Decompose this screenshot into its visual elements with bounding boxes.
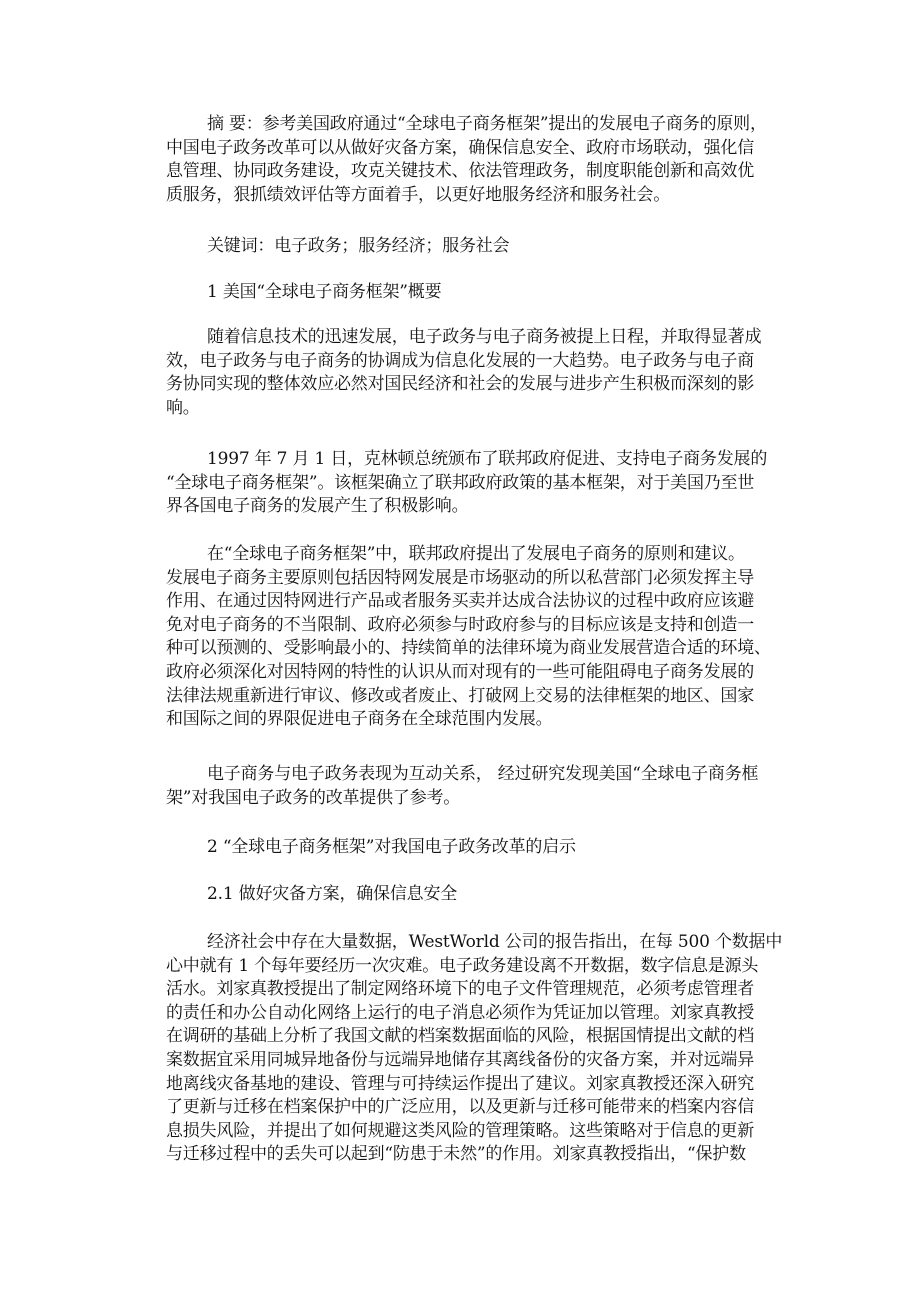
text-line: 界各国电子商务的发展产生了积极影响。: [166, 496, 469, 517]
text-line: 1 美国“全球电子商务框架”概要: [207, 282, 442, 302]
text-line: “全球电子商务框架”。该框架确立了联邦政府政策的基本框架，对于美国乃至世: [166, 472, 755, 493]
text-line: 1997 年 7 月 1 日，克林顿总统颁布了联邦政府促进、支持电子商务发展的: [207, 449, 768, 469]
text-line: 响。: [166, 397, 200, 418]
text-line: 的责任和办公自动化网络上运行的电子消息必须作为凭证加以管理。刘家真教授: [166, 1002, 754, 1023]
text-line: 息管理、协同政务建设，攻克关键技术、依法管理政务，制度职能创新和高效优: [166, 161, 754, 182]
text-line: 发展电子商务主要原则包括因特网发展是市场驱动的所以私营部门必须发挥主导: [166, 567, 754, 588]
text-line: 免对电子商务的不当限制、政府必须参与时政府参与的目标应该是支持和创造一: [166, 614, 754, 635]
text-line: 和国际之间的界限促进电子商务在全球范围内发展。: [166, 709, 553, 730]
text-line: 心中就有 1 个每年要经历一次灾难。电子政务建设离不开数据，数字信息是源头: [166, 955, 759, 976]
section-heading: [166, 883, 762, 907]
abstract-paragraph: [166, 113, 767, 207]
text-line: 中国电子政务改革可以从做好灾备方案，确保信息安全、政府市场联动，强化信: [166, 137, 754, 158]
text-line: 效，电子政务与电子商务的协调成为信息化发展的一大趋势。电子政务与电子商: [166, 350, 754, 371]
body-paragraph: [166, 931, 783, 1167]
text-line: 与迁移过程中的丢失可以起到“防患于未然”的作用。刘家真教授指出，“保护数: [166, 1144, 746, 1165]
text-line: 息损失风险，并提出了如何规避这类风险的管理策略。这些策略对于信息的更新: [166, 1120, 754, 1141]
text-line: 作用、在通过因特网进行产品或者服务买卖并达成合法协议的过程中政府应该避: [166, 591, 754, 612]
text-line: 政府必须深化对因特网的特性的认识从而对现有的一些可能阻碍电子商务发展的: [166, 661, 754, 682]
text-line: 地离线灾备基地的建设、管理与可持续运作提出了建议。刘家真教授还深入研究: [166, 1073, 754, 1094]
text-line: 法律法规重新进行审议、修改或者废止、打破网上交易的法律框架的地区、国家: [166, 685, 754, 706]
text-line: 在调研的基础上分析了我国文献的档案数据面临的风险，根据国情提出文献的档: [166, 1026, 754, 1047]
text-line: 经济社会中存在大量数据，WestWorld 公司的报告指出，在每 500 个数据中: [207, 932, 783, 952]
text-line: 2.1 做好灾备方案，确保信息安全: [207, 884, 458, 904]
text-line: 随着信息技术的迅速发展，电子政务与电子商务被提上日程，并取得显著成: [207, 327, 762, 347]
keywords-line: [166, 235, 762, 259]
section-heading: [166, 836, 762, 860]
text-line: 务协同实现的整体效应必然对国民经济和社会的发展与进步产生积极而深刻的影: [166, 374, 754, 395]
text-line: 架”对我国电子政务的改革提供了参考。: [166, 787, 461, 808]
text-line: 种可以预测的、受影响最小的、持续简单的法律环境为商业发展营造合适的环境、: [166, 638, 771, 659]
body-paragraph: [166, 543, 771, 732]
body-paragraph: [166, 326, 762, 420]
text-line: 电子商务与电子政务表现为互动关系， 经过研究发现美国“全球电子商务框: [207, 764, 759, 784]
text-line: 活水。刘家真教授提出了制定网络环境下的电子文件管理规范，必须考虑管理者: [166, 979, 754, 1000]
text-line: 关键词：电子政务；服务经济；服务社会: [207, 236, 510, 256]
section-heading: [166, 281, 762, 305]
text-line: 案数据宜采用同城异地备份与远端异地储存其离线备份的灾备方案，并对远端异: [166, 1049, 754, 1070]
text-line: 了更新与迁移在档案保护中的广泛应用，以及更新与迁移可能带来的档案内容信: [166, 1097, 754, 1118]
body-paragraph: [166, 448, 768, 519]
text-line: 摘 要：参考美国政府通过“全球电子商务框架”提出的发展电子商务的原则，: [207, 114, 767, 134]
text-line: 在“全球电子商务框架”中，联邦政府提出了发展电子商务的原则和建议。: [207, 544, 745, 564]
text-line: 质服务，狠抓绩效评估等方面着手，以更好地服务经济和服务社会。: [166, 184, 670, 205]
body-paragraph: [166, 763, 762, 810]
text-line: 2 “全球电子商务框架”对我国电子政务改革的启示: [207, 837, 576, 857]
